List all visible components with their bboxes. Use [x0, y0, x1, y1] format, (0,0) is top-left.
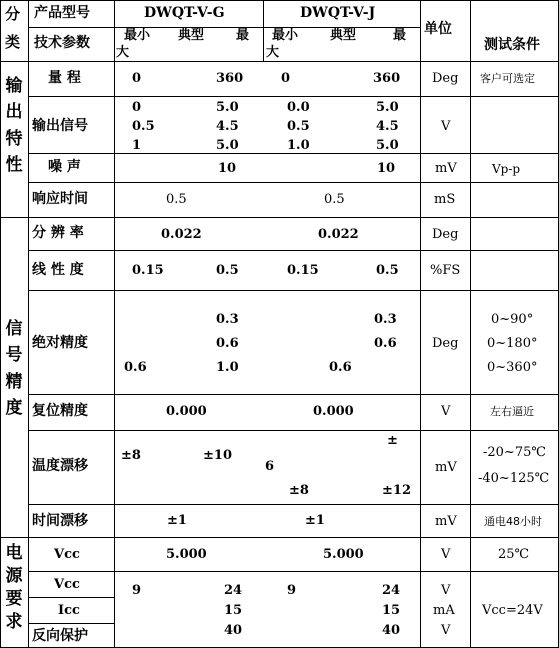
output-g-min-2: 0.5 — [132, 119, 155, 134]
output-j-min-1: 0.0 — [287, 100, 310, 115]
row-label-noise: 噪 声 — [48, 159, 81, 175]
time-g: ±1 — [167, 513, 187, 528]
power-j-vcc: 24 — [382, 583, 401, 598]
sub-j-min: 最小 — [272, 28, 299, 43]
accuracy-j-typ: 0.6 — [329, 360, 352, 375]
accuracy-j-max-2: 0.6 — [374, 336, 397, 351]
row-label-response: 响应时间 — [32, 191, 88, 207]
accuracy-test-1: 0~90° — [491, 312, 534, 327]
sub-j-max-2: 大 — [266, 45, 280, 60]
temp-j-min: ±8 — [289, 483, 309, 498]
accuracy-g-max-1: 0.3 — [216, 312, 239, 327]
power-g-min: 9 — [132, 583, 142, 598]
noise-j-typ: 10 — [377, 161, 396, 176]
output-g-min-1: 0 — [132, 100, 142, 115]
category-label-top: 分 — [5, 5, 21, 23]
sub-g-max: 最 — [236, 28, 250, 43]
icc-unit: mA — [433, 603, 455, 618]
power-g-vcc: 24 — [224, 583, 243, 598]
power-g-reverse: 40 — [224, 623, 243, 638]
grid-line — [470, 0, 471, 648]
vcc2-unit: V — [441, 583, 451, 598]
linearity-j-min: 0.15 — [287, 263, 319, 278]
accuracy-g-min: 0.6 — [124, 360, 147, 375]
time-unit: mV — [435, 514, 457, 529]
temp-j-max: ±12 — [382, 483, 411, 498]
response-g: 0.5 — [166, 192, 187, 207]
row-label-linearity: 线 性 度 — [32, 262, 84, 278]
grid-line — [28, 182, 559, 183]
model-j-label: DWQT-V-J — [300, 5, 376, 21]
time-test: 通电48小时 — [484, 515, 542, 528]
row-label-accuracy: 绝对精度 — [32, 335, 88, 351]
row-label-resolution: 分 辨 率 — [32, 225, 84, 241]
temp-j-pm: ± — [387, 433, 398, 448]
grid-line — [28, 27, 420, 28]
range-j-min: 0 — [281, 71, 291, 86]
row-label-repeat: 复位精度 — [32, 403, 88, 419]
sub-g-min: 最小 — [124, 28, 151, 43]
time-j: ±1 — [305, 513, 325, 528]
grid-line — [28, 571, 559, 572]
repeat-test: 左右逼近 — [490, 405, 534, 418]
repeat-g: 0.000 — [166, 404, 207, 419]
sub-g-typ: 典型 — [178, 28, 205, 43]
accuracy-test-3: 0~360° — [487, 360, 538, 375]
resolution-unit: Deg — [432, 227, 459, 242]
output-j-min-2: 0.5 — [287, 119, 310, 134]
test-condition-label: 测试条件 — [484, 37, 540, 53]
row-label-reverse: 反向保护 — [32, 628, 88, 644]
response-j: 0.5 — [324, 192, 345, 207]
output-g-min-3: 1 — [132, 138, 142, 153]
grid-line — [28, 597, 114, 598]
grid-line — [0, 0, 559, 1]
category-label-bottom: 类 — [5, 33, 21, 51]
range-unit: Deg — [432, 71, 459, 86]
temp-g-min: ±8 — [121, 448, 141, 463]
output-j-max-2: 4.5 — [376, 119, 399, 134]
resolution-g: 0.022 — [161, 227, 202, 242]
row-label-output-signal: 输出信号 — [32, 118, 88, 134]
grid-line — [28, 250, 559, 251]
output-g-max-1: 5.0 — [216, 100, 239, 115]
output-g-max-3: 5.0 — [216, 138, 239, 153]
group-signal-label: 信 号 精 度 — [5, 319, 23, 419]
accuracy-g-max-2: 0.6 — [216, 336, 239, 351]
range-j-max: 360 — [373, 71, 401, 86]
noise-g-typ: 10 — [218, 161, 237, 176]
vcc1-unit: V — [441, 547, 451, 562]
power-g-icc: 15 — [224, 603, 243, 618]
accuracy-j-max-1: 0.3 — [374, 312, 397, 327]
row-label-vcc-2: Vcc — [54, 577, 80, 592]
noise-unit: mV — [435, 161, 457, 176]
model-g-label: DWQT-V-G — [144, 5, 225, 21]
grid-line — [28, 430, 559, 431]
output-g-max-2: 4.5 — [216, 119, 239, 134]
output-unit: V — [441, 119, 451, 134]
repeat-unit: V — [441, 404, 451, 419]
reverse-unit: V — [441, 623, 451, 638]
grid-line — [0, 537, 559, 538]
vcc1-g: 5.000 — [166, 547, 207, 562]
grid-line — [263, 0, 264, 61]
icc-test: Vcc=24V — [482, 603, 543, 618]
temp-test-2: -40~125℃ — [478, 471, 550, 486]
accuracy-test-2: 0~180° — [487, 336, 538, 351]
grid-line — [28, 153, 559, 154]
noise-test: Vp-p — [492, 162, 521, 176]
grid-line — [28, 623, 114, 624]
unit-label: 单位 — [424, 21, 452, 37]
power-j-icc: 15 — [382, 603, 401, 618]
row-label-icc: Icc — [58, 603, 80, 618]
accuracy-g-max-3: 1.0 — [216, 360, 239, 375]
grid-line — [28, 0, 29, 648]
range-test: 客户可选定 — [480, 72, 535, 85]
range-g-min: 0 — [132, 71, 142, 86]
linearity-unit: %FS — [430, 263, 461, 278]
temp-test-1: -20~75℃ — [483, 445, 546, 460]
product-model-label: 产品型号 — [34, 5, 90, 21]
sub-g-max-2: 大 — [116, 45, 130, 60]
grid-line — [0, 0, 1, 648]
temp-j-six: 6 — [265, 459, 275, 474]
response-unit: mS — [434, 192, 456, 207]
power-j-min: 9 — [287, 583, 297, 598]
row-label-range: 量 程 — [48, 70, 81, 86]
sub-j-typ: 典型 — [330, 28, 357, 43]
row-label-time: 时间漂移 — [32, 513, 88, 529]
repeat-j: 0.000 — [313, 404, 354, 419]
sub-j-max: 最 — [393, 28, 407, 43]
row-label-vcc-1: Vcc — [54, 547, 80, 562]
range-g-max: 360 — [216, 71, 244, 86]
power-j-reverse: 40 — [382, 623, 401, 638]
grid-line — [0, 217, 559, 218]
group-power-label: 电 源 要 求 — [5, 543, 23, 632]
temp-unit: mV — [435, 460, 457, 475]
row-label-temp: 温度漂移 — [32, 458, 88, 474]
output-j-max-3: 5.0 — [376, 138, 399, 153]
grid-line — [420, 0, 421, 648]
linearity-j-max: 0.5 — [376, 263, 399, 278]
grid-line — [28, 504, 559, 505]
group-output-label: 输 出 特 性 — [5, 76, 23, 176]
grid-line — [28, 96, 559, 97]
vcc1-test: 25℃ — [498, 547, 530, 562]
grid-line — [28, 394, 559, 395]
resolution-j: 0.022 — [318, 227, 359, 242]
grid-line — [114, 0, 115, 648]
output-j-max-1: 5.0 — [376, 100, 399, 115]
grid-line — [28, 290, 559, 291]
linearity-g-max: 0.5 — [216, 263, 239, 278]
grid-line — [0, 61, 559, 62]
linearity-g-min: 0.15 — [132, 263, 164, 278]
vcc1-j: 5.000 — [323, 547, 364, 562]
tech-params-label: 技术参数 — [34, 35, 90, 51]
output-j-min-3: 1.0 — [287, 138, 310, 153]
temp-g-max: ±10 — [203, 448, 232, 463]
accuracy-unit: Deg — [432, 336, 459, 351]
